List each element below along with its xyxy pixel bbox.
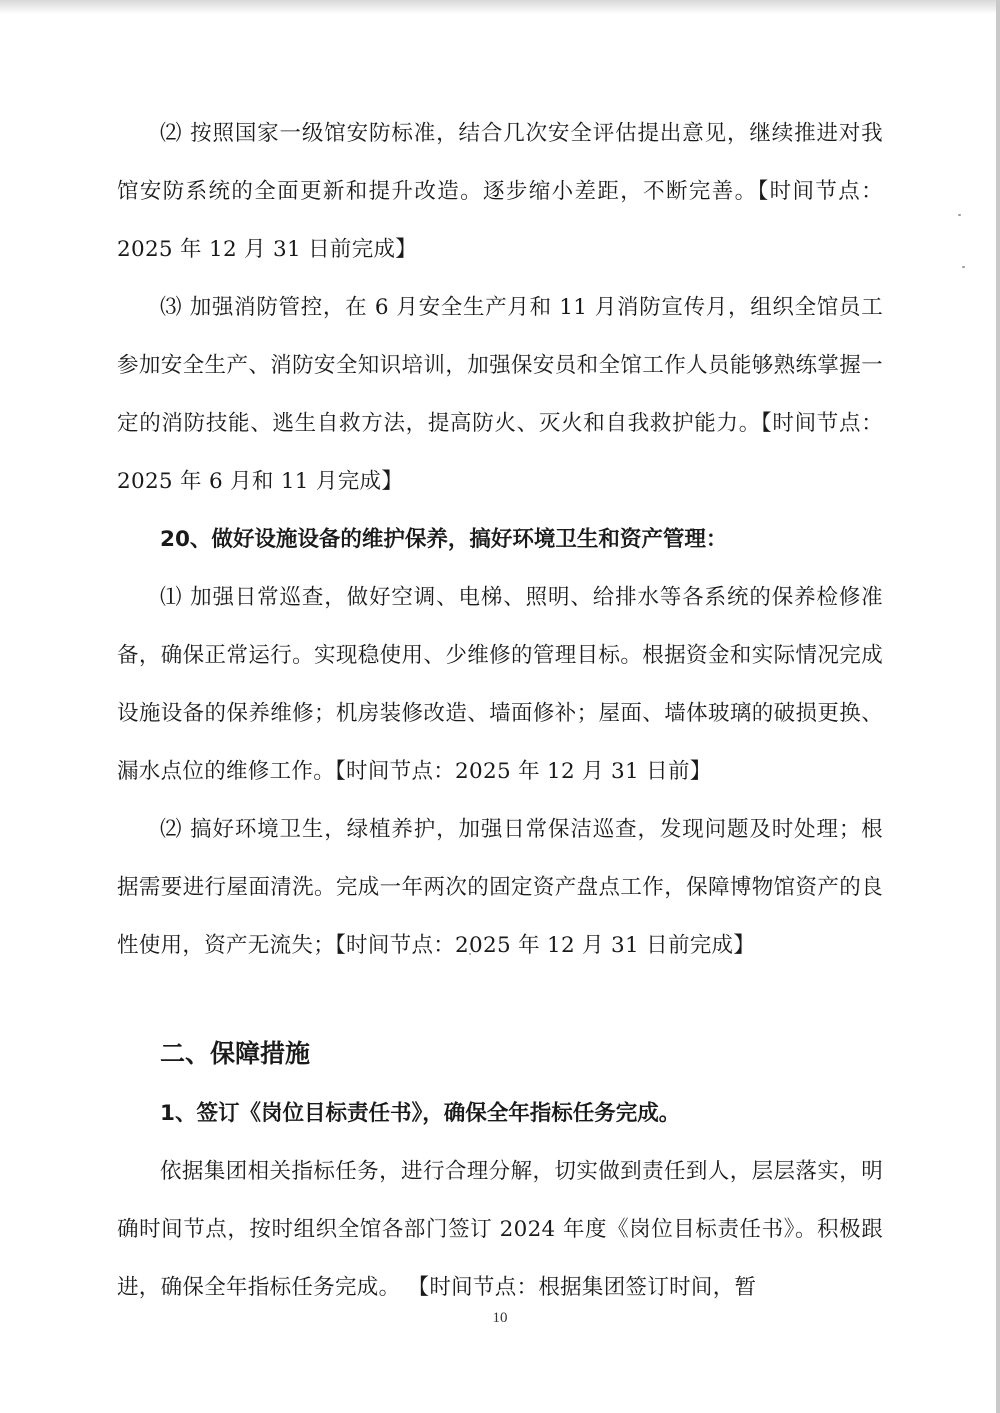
scan-edge-top [0,0,1000,14]
heading-item-20: 20、做好设施设备的维护保养，搞好环境卫生和资产管理： [160,527,728,552]
page-number: 10 [492,1310,508,1326]
paragraph-responsibility-detail: 依据集团相关指标任务，进行合理分解，切实做到责任到人，层层落实，明确时间节点，按时组织全馆各部门签订 2024 年度《岗位目标责任书》。积极跟进，确保全年指标任务完成。 【时间节点：根据集团签订时间，暂 [117,1159,883,1300]
heading-responsibility-letter: 1、签订《岗位目标责任书》，确保全年指标任务完成。 [160,1101,681,1126]
scan-speck [962,266,965,268]
paragraph-environment-assets: ⑵ 搞好环境卫生，绿植养护，加强日常保洁巡查，发现问题及时处理；根据需要进行屋面清洗。完成一年两次的固定资产盘点工作，保障博物馆资产的良性使用，资产无流失；【时间节点：2025 年 12 月 31 日前完成】 [117,817,883,958]
paragraph-fire-control: ⑶ 加强消防管控，在 6 月安全生产月和 11 月消防宣传月，组织全馆员工参加安全生产、消防安全知识培训，加强保安员和全馆工作人员能够熟练掌握一定的消防技能、逃生自救方法，提高防火、灭火和自我救护能力。【时间节点：2025 年 6 月和 11 月完成】 [117,295,883,494]
scan-speck [958,214,961,216]
section-title-safeguards: 二、保障措施 [160,1039,311,1068]
paragraph-facility-maintenance: ⑴ 加强日常巡查，做好空调、电梯、照明、给排水等各系统的保养检修准备，确保正常运行。实现稳使用、少维修的管理目标。根据资金和实际情况完成设施设备的保养维修；机房装修改造、墙面修补；屋面、墙体玻璃的破损更换、漏水点位的维修工作。【时间节点：2025 年 12 月 31 日前】 [117,585,883,784]
paragraph-security-upgrade: ⑵ 按照国家一级馆安防标准，结合几次安全评估提出意见，继续推进对我馆安防系统的全面更新和提升改造。逐步缩小差距，不断完善。【时间节点：2025 年 12 月 31 日前完成】 [117,121,883,262]
document-page [117,105,883,1317]
scan-edge-right [996,0,1000,1413]
